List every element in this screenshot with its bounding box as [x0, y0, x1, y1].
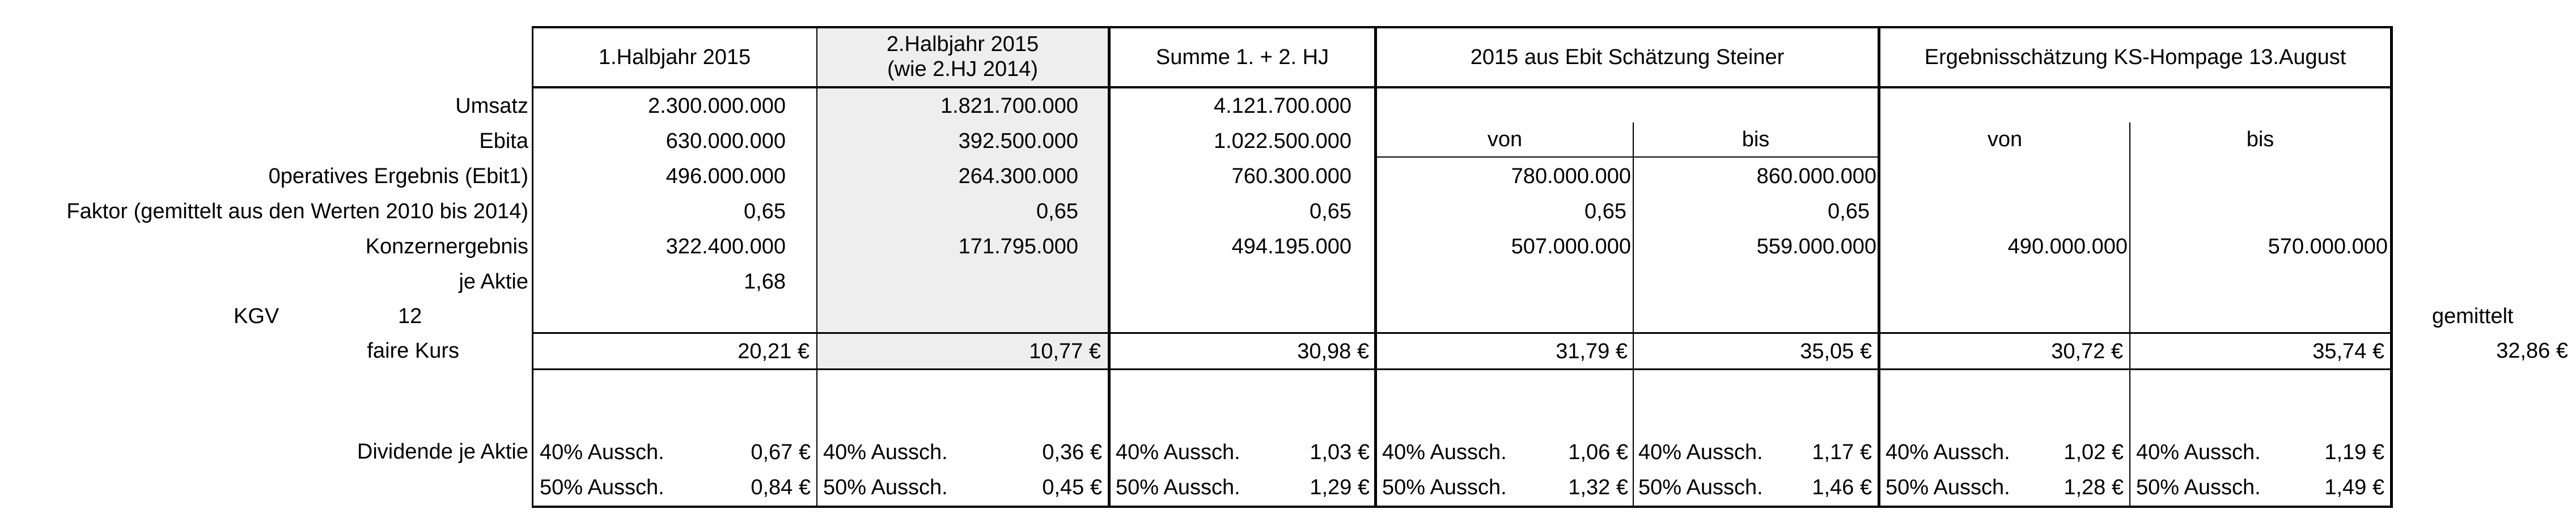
subheader-von-ks: von [1987, 128, 2023, 151]
label-umsatz: Umsatz [455, 94, 528, 118]
div50-label-ks-bis: 50% Aussch. [2136, 476, 2261, 499]
subheader-von-steiner: von [1487, 128, 1523, 151]
cell-ebit1-1hj: 496.000.000 [666, 164, 786, 188]
div40-label-steiner-bis: 40% Aussch. [1638, 440, 1763, 464]
grid-line [1374, 26, 1377, 508]
div50-label-1hj: 50% Aussch. [540, 476, 664, 499]
cell-konzern-1hj: 322.400.000 [666, 235, 786, 258]
div50-label-steiner-von: 50% Aussch. [1382, 476, 1507, 499]
cell-ebit1-summe: 760.300.000 [1231, 164, 1351, 188]
cell-faktor-1hj: 0,65 [744, 200, 786, 223]
div50-value-steiner-bis: 1,46 € [1812, 476, 1872, 499]
div40-value-steiner-von: 1,06 € [1568, 440, 1628, 464]
header-2hj [817, 28, 1108, 86]
div40-label-2hj: 40% Aussch. [823, 440, 948, 464]
cell-kurs-summe: 30,98 € [1297, 339, 1369, 363]
kgv-value: 12 [398, 304, 422, 328]
grid-line [533, 86, 2392, 88]
cell-konzern-steiner-bis: 559.000.000 [1756, 235, 1876, 258]
label-ebit1: 0peratives Ergebnis (Ebit1) [268, 164, 528, 188]
div40-label-ks-bis: 40% Aussch. [2136, 440, 2261, 464]
grid-line [2390, 26, 2393, 508]
div40-label-summe: 40% Aussch. [1116, 440, 1240, 464]
div40-value-2hj: 0,36 € [1042, 440, 1102, 464]
div40-label-steiner-von: 40% Aussch. [1382, 440, 1507, 464]
label-je-aktie: je Aktie [459, 270, 528, 294]
label-gemittelt: gemittelt [2432, 304, 2514, 328]
subheader-bis-ks: bis [2246, 128, 2274, 151]
div50-value-1hj: 0,84 € [751, 476, 811, 499]
cell-konzern-ks-bis: 570.000.000 [2268, 235, 2388, 258]
cell-ebit1-steiner-bis: 860.000.000 [1756, 164, 1876, 188]
grid-line [533, 506, 2392, 508]
div40-label-ks-von: 40% Aussch. [1886, 440, 2010, 464]
cell-umsatz-summe: 4.121.700.000 [1213, 94, 1351, 118]
cell-konzern-summe: 494.195.000 [1231, 235, 1351, 258]
header-steiner: 2015 aus Ebit Schätzung Steiner [1470, 45, 1785, 69]
div40-value-ks-bis: 1,19 € [2324, 440, 2384, 464]
header-2hj-line1: 2.Halbjahr 2015 [886, 32, 1039, 57]
div50-value-ks-bis: 1,49 € [2324, 476, 2384, 499]
cell-kurs-steiner-bis: 35,05 € [1800, 339, 1872, 363]
div50-value-ks-von: 1,28 € [2064, 476, 2124, 499]
cell-kurs-ks-bis: 35,74 € [2312, 339, 2384, 363]
div50-label-summe: 50% Aussch. [1116, 476, 1240, 499]
div50-value-2hj: 0,45 € [1042, 476, 1102, 499]
header-1hj: 1.Halbjahr 2015 [598, 45, 751, 69]
cell-kurs-steiner-von: 31,79 € [1556, 339, 1628, 363]
cell-ebita-summe: 1.022.500.000 [1213, 129, 1351, 153]
div40-value-steiner-bis: 1,17 € [1812, 440, 1872, 464]
cell-umsatz-2hj: 1.821.700.000 [940, 94, 1078, 118]
grid-line [1376, 156, 1880, 158]
div40-value-ks-von: 1,02 € [2064, 440, 2124, 464]
header-2hj-line2: (wie 2.HJ 2014) [887, 57, 1039, 81]
grid-line [533, 368, 2392, 370]
label-faire-kurs: faire Kurs [367, 339, 459, 363]
label-konzernergebnis: Konzernergebnis [365, 235, 528, 258]
cell-faktor-2hj: 0,65 [1036, 200, 1078, 223]
cell-konzern-ks-von: 490.000.000 [2007, 235, 2128, 258]
cell-kurs-2hj: 10,77 € [1029, 339, 1101, 363]
cell-faktor-steiner-von: 0,65 [1584, 200, 1626, 223]
label-dividende: Dividende je Aktie [357, 440, 528, 464]
gemittelt-value: 32,86 € [2496, 339, 2568, 363]
div40-value-1hj: 0,67 € [751, 440, 811, 464]
cell-kurs-1hj: 20,21 € [738, 339, 810, 363]
cell-kurs-ks-von: 30,72 € [2051, 339, 2123, 363]
cell-ebita-2hj: 392.500.000 [958, 129, 1078, 153]
label-ebita: Ebita [479, 129, 528, 153]
cell-je-aktie-1hj: 1,68 [744, 270, 786, 294]
div50-value-summe: 1,29 € [1310, 476, 1370, 499]
div40-label-1hj: 40% Aussch. [540, 440, 664, 464]
header-ks-homepage: Ergebnisschätzung KS-Hompage 13.August [1924, 45, 2346, 69]
header-summe: Summe 1. + 2. HJ [1155, 45, 1329, 69]
cell-konzern-steiner-von: 507.000.000 [1511, 235, 1631, 258]
div50-value-steiner-von: 1,32 € [1568, 476, 1628, 499]
div40-value-summe: 1,03 € [1310, 440, 1370, 464]
cell-ebit1-steiner-von: 780.000.000 [1511, 164, 1631, 188]
div50-label-2hj: 50% Aussch. [823, 476, 948, 499]
cell-ebit1-2hj: 264.300.000 [958, 164, 1078, 188]
div50-label-steiner-bis: 50% Aussch. [1638, 476, 1763, 499]
cell-faktor-steiner-bis: 0,65 [1828, 200, 1870, 223]
grid-line [2129, 122, 2130, 508]
grid-line [1878, 26, 1880, 508]
subheader-bis-steiner: bis [1742, 128, 1770, 151]
label-faktor: Faktor (gemittelt aus den Werten 2010 bis 2014) [66, 200, 528, 223]
cell-ebita-1hj: 630.000.000 [666, 129, 786, 153]
cell-konzern-2hj: 171.795.000 [958, 235, 1078, 258]
cell-umsatz-1hj: 2.300.000.000 [647, 94, 786, 118]
div50-label-ks-von: 50% Aussch. [1886, 476, 2010, 499]
label-kgv: KGV [234, 304, 279, 328]
cell-faktor-summe: 0,65 [1310, 200, 1351, 223]
